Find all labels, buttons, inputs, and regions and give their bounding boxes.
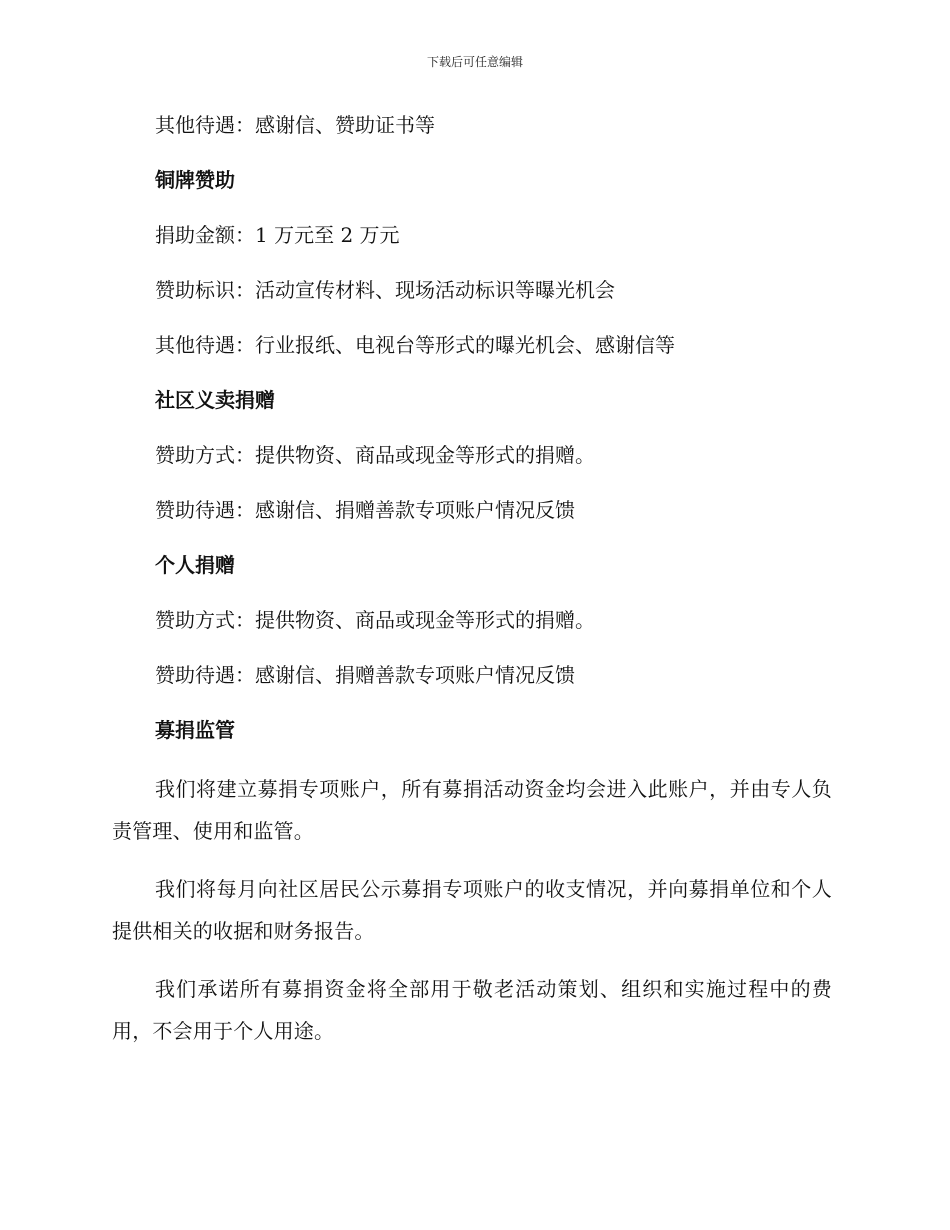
text-line: 赞助方式：提供物资、商品或现金等形式的捐赠。 xyxy=(155,608,595,632)
paragraph: 我们承诺所有募捐资金将全部用于敬老活动策划、组织和实施过程中的费用，不会用于个人用途。 xyxy=(112,977,832,1043)
text-line: 赞助待遇：感谢信、捐赠善款专项账户情况反馈 xyxy=(155,663,575,687)
paragraph: 我们将建立募捐专项账户，所有募捐活动资金均会进入此账户，并由专人负责管理、使用和监管。 xyxy=(112,777,832,843)
paragraph: 我们将每月向社区居民公示募捐专项账户的收支情况，并向募捐单位和个人提供相关的收据和财务报告。 xyxy=(112,877,832,943)
section-heading-personal: 个人捐赠 xyxy=(155,553,235,577)
text-line: 捐助金额：1 万元至 2 万元 xyxy=(155,223,400,247)
text-line: 其他待遇：感谢信、赞助证书等 xyxy=(155,113,435,137)
section-heading-supervision: 募捐监管 xyxy=(155,718,235,742)
document-body xyxy=(112,108,832,1068)
page-header: 下载后可任意编辑 xyxy=(426,55,523,69)
section-heading-bronze: 铜牌赞助 xyxy=(155,168,235,192)
text-line: 赞助标识：活动宣传材料、现场活动标识等曝光机会 xyxy=(155,278,615,302)
text-line: 其他待遇：行业报纸、电视台等形式的曝光机会、感谢信等 xyxy=(155,333,675,357)
text-line: 赞助方式：提供物资、商品或现金等形式的捐赠。 xyxy=(155,443,595,467)
section-heading-community: 社区义卖捐赠 xyxy=(155,388,275,412)
text-line: 赞助待遇：感谢信、捐赠善款专项账户情况反馈 xyxy=(155,498,575,522)
